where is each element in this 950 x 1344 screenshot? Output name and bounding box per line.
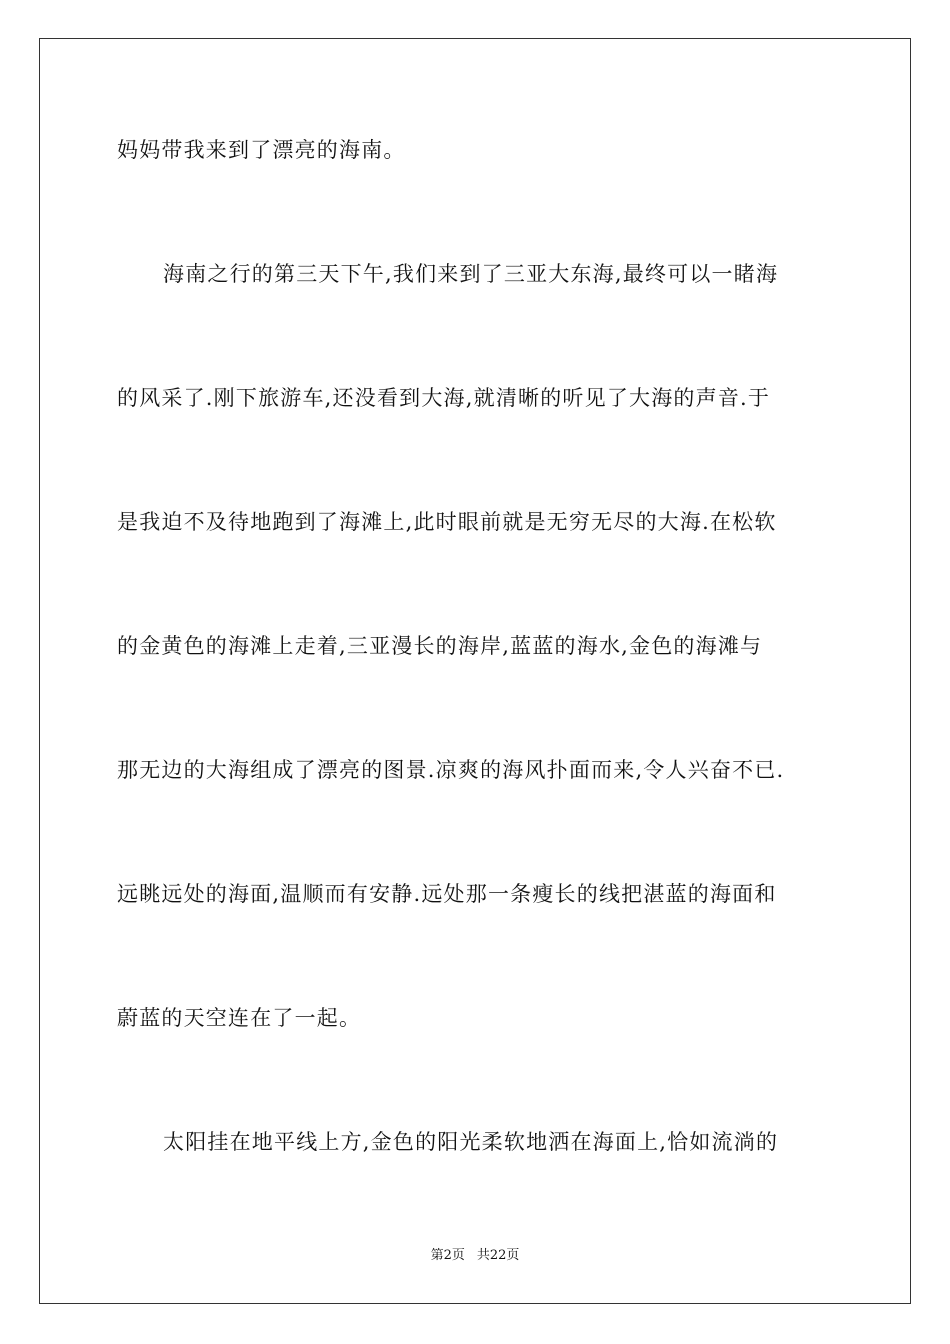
text-line: 远眺远处的海面,温顺而有安静.远处那一条瘦长的线把湛蓝的海面和 (117, 882, 777, 906)
text-line: 妈妈带我来到了漂亮的海南。 (117, 138, 406, 162)
page-footer (0, 1247, 950, 1265)
page-total: 共22页 (476, 1248, 520, 1263)
text-line: 是我迫不及待地跑到了海滩上,此时眼前就是无穷无尽的大海.在松软 (117, 510, 777, 534)
paragraph-first-line: 太阳挂在地平线上方,金色的阳光柔软地洒在海面上,恰如流淌的 (163, 1130, 779, 1154)
paragraph-first-line: 海南之行的第三天下午,我们来到了三亚大东海,最终可以一睹海 (163, 262, 779, 286)
text-line: 那无边的大海组成了漂亮的图景.凉爽的海风扑面而来,令人兴奋不已. (117, 758, 785, 782)
page-border (39, 38, 911, 1304)
text-line: 的金黄色的海滩上走着,三亚漫长的海岸,蓝蓝的海水,金色的海滩与 (117, 634, 763, 658)
text-line: 蔚蓝的天空连在了一起。 (117, 1006, 362, 1030)
page-number: 第2页 (430, 1248, 465, 1263)
text-line: 的风采了.刚下旅游车,还没看到大海,就清晰的听见了大海的声音.于 (117, 386, 771, 410)
